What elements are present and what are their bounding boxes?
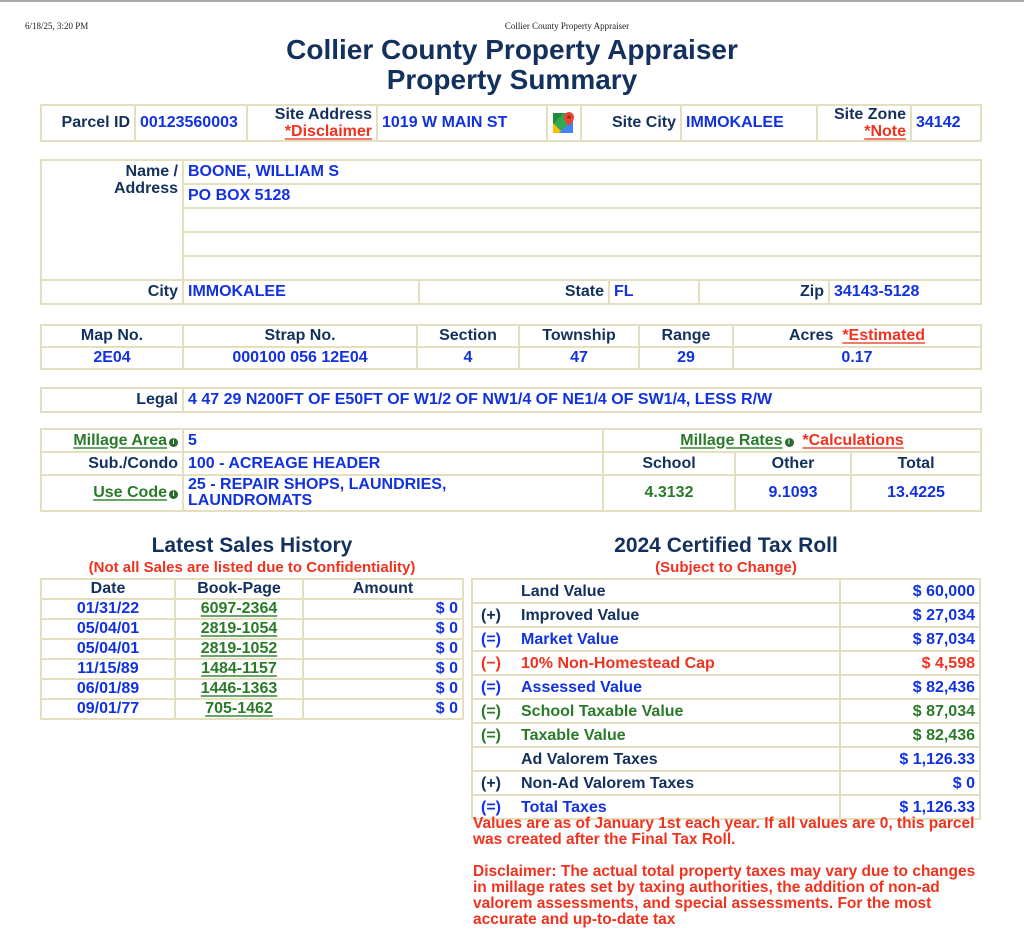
strap-no-header: Strap No. — [183, 325, 417, 347]
legal-value: 4 47 29 N200FT OF E50FT OF W1/2 OF NW1/4 OF NE1/4 OF SW1/4, LESS R/W — [183, 388, 981, 412]
site-city-value: IMMOKALEE — [681, 105, 817, 141]
city-label: City — [41, 280, 183, 304]
page-title-line1: Collier County Property Appraiser — [286, 34, 738, 65]
sale-amount: $ 0 — [303, 699, 463, 719]
book-page-cell — [175, 659, 303, 679]
millage-area-label-cell — [41, 429, 183, 452]
city-value: IMMOKALEE — [183, 280, 419, 304]
operator-symbol: (+) — [481, 774, 501, 792]
name-address-label — [41, 160, 183, 280]
tax-roll-value: $ 27,034 — [840, 603, 980, 627]
info-icon[interactable]: i — [785, 438, 794, 447]
school-rate: 4.3132 — [603, 475, 735, 511]
site-address-label: Site Address — [274, 106, 372, 123]
legal-label: Legal — [41, 388, 183, 412]
tax-roll-row — [472, 699, 980, 723]
map-link-cell[interactable] — [547, 105, 581, 141]
parcel-id-label: Parcel ID — [41, 105, 135, 141]
site-address-value: 1019 W MAIN ST — [377, 105, 547, 141]
sales-row — [41, 619, 463, 639]
use-code-link[interactable]: Use Code — [93, 484, 167, 501]
sale-amount: $ 0 — [303, 679, 463, 699]
other-rate: 9.1093 — [735, 475, 851, 511]
millage-area-link[interactable]: Millage Area — [73, 431, 167, 449]
tax-roll-label-cell — [472, 603, 840, 627]
section-value: 4 — [417, 347, 519, 369]
tax-roll-subtitle: (Subject to Change) — [655, 559, 797, 576]
operator-symbol: (=) — [481, 702, 501, 720]
total-header: Total — [851, 452, 981, 475]
book-page-cell — [175, 599, 303, 619]
tax-roll-row — [472, 603, 980, 627]
township-value: 47 — [519, 347, 639, 369]
tax-roll-label-cell — [472, 699, 840, 723]
sales-row — [41, 699, 463, 719]
tax-roll-label-cell — [472, 579, 840, 603]
range-value: 29 — [639, 347, 733, 369]
tax-roll-row — [472, 747, 980, 771]
tax-roll-label: Total Taxes — [521, 798, 607, 816]
tax-roll-label-cell — [472, 627, 840, 651]
school-header: School — [603, 452, 735, 475]
address-label: Address — [113, 180, 178, 197]
millage-area-value: 5 — [183, 429, 603, 452]
tax-roll-value: $ 87,034 — [840, 627, 980, 651]
tax-roll-value: $ 1,126.33 — [840, 795, 980, 819]
tax-roll-label: Assessed Value — [521, 678, 642, 696]
google-maps-icon[interactable] — [552, 111, 576, 135]
tax-roll-value: $ 82,436 — [840, 675, 980, 699]
print-site-title: Collier County Property Appraiser — [504, 21, 630, 31]
estimated-link[interactable]: *Estimated — [842, 327, 926, 344]
tax-roll-table — [471, 578, 981, 820]
tax-roll-label: School Taxable Value — [521, 702, 684, 720]
sale-date: 01/31/22 — [41, 599, 175, 619]
site-zone-label-cell — [817, 105, 911, 141]
site-zone-label: Site Zone — [833, 106, 906, 123]
millage-table — [40, 428, 982, 512]
sale-amount: $ 0 — [303, 639, 463, 659]
tax-roll-label: Land Value — [521, 582, 606, 600]
parcel-id-value: 00123560003 — [135, 105, 247, 141]
book-page-link[interactable]: 6097-2364 — [200, 600, 278, 617]
operator-symbol: (=) — [481, 630, 501, 648]
acres-header-cell — [733, 325, 981, 347]
tax-roll-row — [472, 771, 980, 795]
book-page-cell — [175, 679, 303, 699]
summary-table — [40, 104, 982, 142]
tax-roll-row — [472, 675, 980, 699]
zip-label: Zip — [699, 280, 829, 304]
sale-date: 06/01/89 — [41, 679, 175, 699]
site-zone-value: 34142 — [911, 105, 981, 141]
sales-title: Latest Sales History — [151, 534, 353, 557]
book-page-link[interactable]: 2819-1052 — [200, 640, 278, 657]
date-header: Date — [41, 579, 175, 599]
tax-roll-value: $ 4,598 — [840, 651, 980, 675]
top-border — [0, 0, 1024, 2]
owner-table — [40, 159, 982, 305]
book-page-cell — [175, 619, 303, 639]
sale-amount: $ 0 — [303, 659, 463, 679]
sale-date: 11/15/89 — [41, 659, 175, 679]
tax-roll-label-cell — [472, 651, 840, 675]
page-title — [0, 35, 1024, 95]
owner-name: BOONE, WILLIAM S — [183, 160, 981, 184]
operator-symbol: (=) — [481, 678, 501, 696]
tax-roll-label: Taxable Value — [521, 726, 626, 744]
book-page-link[interactable]: 1484-1157 — [201, 660, 277, 677]
owner-address-line-3 — [183, 232, 981, 256]
book-page-link[interactable]: 705-1462 — [205, 700, 273, 717]
tax-roll-label-cell — [472, 747, 840, 771]
sales-table — [40, 578, 464, 720]
tax-roll-title: 2024 Certified Tax Roll — [614, 534, 838, 557]
acres-value: 0.17 — [733, 347, 981, 369]
name-label: Name / — [125, 163, 178, 180]
operator-symbol: (+) — [481, 606, 501, 624]
tax-roll-label-cell — [472, 723, 840, 747]
sale-amount: $ 0 — [303, 619, 463, 639]
millage-rates-link[interactable]: Millage Rates — [680, 431, 783, 449]
note-link[interactable]: *Note — [864, 123, 906, 140]
sales-row — [41, 659, 463, 679]
amount-header: Amount — [303, 579, 463, 599]
print-datetime: 6/18/25, 3:20 PM — [25, 21, 89, 31]
state-value: FL — [609, 280, 699, 304]
sale-date: 09/01/77 — [41, 699, 175, 719]
strap-no-value: 000100 056 12E04 — [183, 347, 417, 369]
tax-roll-label-cell — [472, 675, 840, 699]
tax-roll-row — [472, 723, 980, 747]
owner-address-line-4 — [183, 256, 981, 280]
location-table — [40, 324, 982, 370]
subcondo-value: 100 - ACREAGE HEADER — [183, 452, 603, 475]
tax-roll-value: $ 87,034 — [840, 699, 980, 723]
tax-roll-row — [472, 627, 980, 651]
use-code-value: 25 - REPAIR SHOPS, LAUNDRIES, LAUNDROMATS — [183, 475, 603, 511]
subcondo-label: Sub./Condo — [41, 452, 183, 475]
sales-subtitle: (Not all Sales are listed due to Confidentiality) — [88, 559, 416, 576]
range-header: Range — [639, 325, 733, 347]
tax-roll-row — [472, 579, 980, 603]
operator-symbol: (=) — [481, 798, 501, 816]
book-page-header: Book-Page — [175, 579, 303, 599]
state-label: State — [419, 280, 609, 304]
sales-row — [41, 679, 463, 699]
tax-roll-label: Non-Ad Valorem Taxes — [521, 774, 695, 792]
tax-roll-label: Ad Valorem Taxes — [521, 750, 658, 768]
info-icon[interactable]: i — [169, 490, 178, 499]
total-rate: 13.4225 — [851, 475, 981, 511]
tax-roll-row — [472, 651, 980, 675]
tax-disclaimer: Disclaimer: The actual total property taxes may vary due to changes in millage rates set by taxing authorities, the addition of non-ad valorem assessments, and special assessments. For the most accurate and up-to-date tax — [473, 863, 976, 928]
calculations-link[interactable]: *Calculations — [802, 431, 904, 449]
map-no-header: Map No. — [41, 325, 183, 347]
site-address-label-cell — [247, 105, 377, 141]
info-icon[interactable]: i — [169, 438, 178, 447]
tax-roll-label: Improved Value — [521, 606, 640, 624]
tax-roll-notes — [473, 816, 983, 944]
legal-table — [40, 387, 982, 413]
use-code-label-cell — [41, 475, 183, 511]
township-header: Township — [519, 325, 639, 347]
sales-row — [41, 599, 463, 619]
tax-roll-value: $ 0 — [840, 771, 980, 795]
book-page-cell — [175, 699, 303, 719]
sale-date: 05/04/01 — [41, 639, 175, 659]
tax-roll-label-cell — [472, 771, 840, 795]
tax-roll-value: $ 60,000 — [840, 579, 980, 603]
tax-roll-value: $ 1,126.33 — [840, 747, 980, 771]
sale-amount: $ 0 — [303, 599, 463, 619]
sale-date: 05/04/01 — [41, 619, 175, 639]
owner-address-line-1: PO BOX 5128 — [183, 184, 981, 208]
acres-header: Acres — [788, 327, 834, 344]
book-page-link[interactable]: 2819-1054 — [200, 620, 278, 637]
other-header: Other — [735, 452, 851, 475]
section-header: Section — [417, 325, 519, 347]
disclaimer-link[interactable]: *Disclaimer — [284, 123, 372, 140]
owner-address-line-2 — [183, 208, 981, 232]
tax-roll-label: 10% Non-Homestead Cap — [521, 654, 715, 672]
tax-roll-value: $ 82,436 — [840, 723, 980, 747]
operator-symbol: (=) — [481, 726, 501, 744]
tax-roll-label: Market Value — [521, 630, 619, 648]
zip-value: 34143-5128 — [829, 280, 981, 304]
page-title-line2: Property Summary — [386, 64, 638, 95]
sales-row — [41, 639, 463, 659]
operator-symbol: (−) — [481, 654, 501, 672]
book-page-link[interactable]: 1446-1363 — [200, 680, 278, 697]
map-no-value: 2E04 — [41, 347, 183, 369]
book-page-cell — [175, 639, 303, 659]
values-note: Values are as of January 1st each year. If all values are 0, this parcel was created after the Final Tax Roll. — [473, 815, 975, 848]
site-city-label: Site City — [581, 105, 681, 141]
millage-rates-header-cell — [603, 429, 981, 452]
